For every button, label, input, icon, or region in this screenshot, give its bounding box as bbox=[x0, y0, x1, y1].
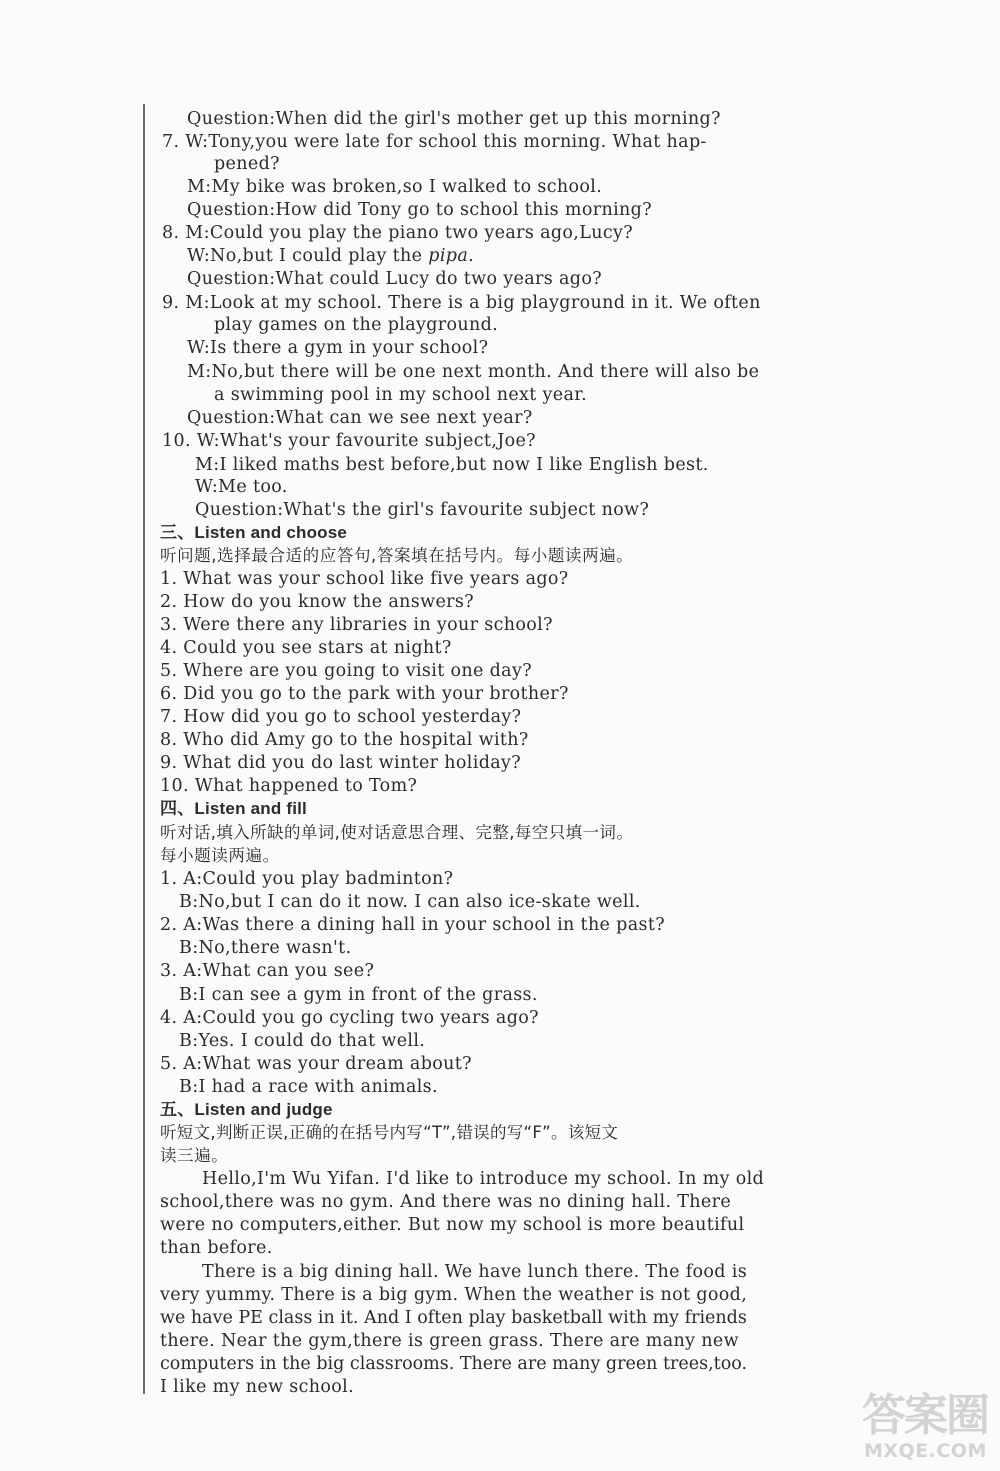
q7-question: Question:How did Tony go to school this morning? bbox=[187, 200, 652, 220]
q8-w bbox=[187, 245, 474, 267]
section4-line: 3. A:What can you see? bbox=[160, 961, 375, 981]
passage-line: than before. bbox=[160, 1238, 273, 1258]
section4-instruction-line2: 每小题读两遍。 bbox=[160, 846, 280, 865]
watermark-url: MXQE.COM bbox=[864, 1440, 987, 1462]
section3-item: 9. What did you do last winter holiday? bbox=[160, 753, 521, 773]
section5-heading: 五、Listen and judge bbox=[160, 1100, 333, 1119]
section3-item: 10. What happened to Tom? bbox=[160, 776, 418, 796]
q9-m2-line1: M:No,but there will be one next month. And there will also be bbox=[187, 362, 760, 382]
section3-item: 3. Were there any libraries in your school? bbox=[160, 615, 553, 635]
passage-line: very yummy. There is a big gym. When the weather is not good, bbox=[160, 1285, 748, 1305]
section4-line: 4. A:Could you go cycling two years ago? bbox=[160, 1008, 539, 1028]
section3-item: 4. Could you see stars at night? bbox=[160, 638, 452, 658]
section3-item: 7. How did you go to school yesterday? bbox=[160, 707, 522, 727]
watermark-logo bbox=[862, 1392, 992, 1466]
margin-rule bbox=[143, 104, 145, 1394]
q7-w-line2: pened? bbox=[214, 154, 280, 174]
passage-line: computers in the big classrooms. There are many green trees,too. bbox=[160, 1354, 748, 1374]
q6-question: Question:When did the girl's mother get up this morning? bbox=[187, 109, 721, 129]
passage-line: Hello,I'm Wu Yifan. I'd like to introduce my school. In my old bbox=[202, 1169, 765, 1189]
section3-item: 2. How do you know the answers? bbox=[160, 592, 474, 612]
section3-heading: 三、Listen and choose bbox=[160, 523, 348, 542]
section4-line: B:No,but I can do it now. I can also ice-skate well. bbox=[179, 892, 641, 912]
passage-line: There is a big dining hall. We have lunch there. The food is bbox=[202, 1262, 748, 1282]
passage-line: were no computers,either. But now my school is more beautiful bbox=[160, 1215, 745, 1235]
section4-line: B:Yes. I could do that well. bbox=[179, 1031, 426, 1051]
section4-line: B:No,there wasn't. bbox=[179, 938, 352, 958]
section4-line: 2. A:Was there a dining hall in your school in the past? bbox=[160, 915, 665, 935]
section5-instruction-line2: 读三遍。 bbox=[160, 1146, 229, 1165]
section5-instruction-line1: 听短文,判断正误,正确的在括号内写“T”,错误的写“F”。该短文 bbox=[160, 1123, 619, 1142]
section4-line: 1. A:Could you play badminton? bbox=[160, 869, 454, 889]
passage-line: school,there was no gym. And there was no dining hall. There bbox=[160, 1192, 732, 1212]
q7-m: M:My bike was broken,so I walked to school. bbox=[187, 177, 603, 197]
passage-line: I like my new school. bbox=[160, 1377, 355, 1397]
section3-item: 5. Where are you going to visit one day? bbox=[160, 661, 532, 681]
q8-question: Question:What could Lucy do two years ago? bbox=[187, 269, 602, 289]
q7-w-line1: 7. W:Tony,you were late for school this morning. What hap- bbox=[162, 132, 707, 152]
passage-line: we have PE class in it. And I often play basketball with my friends bbox=[160, 1308, 747, 1328]
q9-m-line1: 9. M:Look at my school. There is a big playground in it. We often bbox=[162, 293, 761, 313]
section4-line: 5. A:What was your dream about? bbox=[160, 1054, 472, 1074]
q10-w2: W:Me too. bbox=[195, 477, 288, 497]
q8-w-prefix: W:No,but I could play the bbox=[187, 246, 429, 266]
passage-line: there. Near the gym,there is green grass. There are many new bbox=[160, 1331, 739, 1351]
q8-w-italic: pipa bbox=[428, 246, 469, 266]
q9-question: Question:What can we see next year? bbox=[187, 408, 533, 428]
section4-heading: 四、Listen and fill bbox=[160, 799, 307, 818]
section3-item: 6. Did you go to the park with your brother? bbox=[160, 684, 569, 704]
section3-item: 1. What was your school like five years ago? bbox=[160, 569, 569, 589]
section3-item: 8. Who did Amy go to the hospital with? bbox=[160, 730, 529, 750]
q8-w-suffix: . bbox=[468, 246, 475, 266]
section4-line: B:I had a race with animals. bbox=[179, 1077, 438, 1097]
q9-w: W:Is there a gym in your school? bbox=[187, 338, 489, 358]
section4-instruction-line1: 听对话,填入所缺的单词,使对话意思合理、完整,每空只填一词。 bbox=[160, 823, 634, 842]
q9-m-line2: play games on the playground. bbox=[214, 315, 499, 335]
q10-m: M:I liked maths best before,but now I like English best. bbox=[195, 455, 709, 475]
section3-instruction: 听问题,选择最合适的应答句,答案填在括号内。每小题读两遍。 bbox=[160, 546, 634, 565]
section4-line: B:I can see a gym in front of the grass. bbox=[179, 985, 538, 1005]
watermark-chars: 答案圈 bbox=[862, 1390, 988, 1441]
q9-m2-line2: a swimming pool in my school next year. bbox=[214, 385, 587, 405]
q8-m: 8. M:Could you play the piano two years ago,Lucy? bbox=[162, 223, 633, 243]
q10-question: Question:What's the girl's favourite subject now? bbox=[195, 500, 650, 520]
q10-w: 10. W:What's your favourite subject,Joe? bbox=[162, 431, 536, 451]
